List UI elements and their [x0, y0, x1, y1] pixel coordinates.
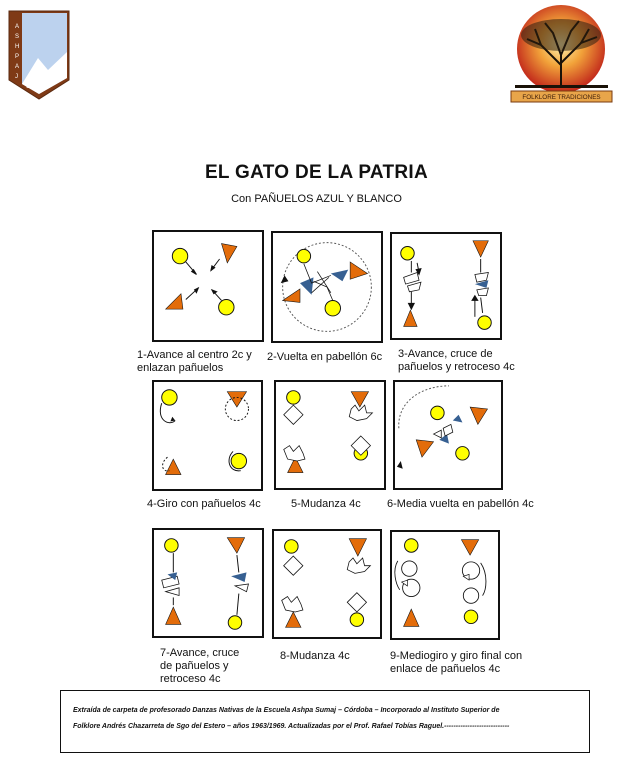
source-footer: [60, 690, 590, 753]
figure-7-caption: [160, 647, 270, 686]
woman-circle: [285, 540, 298, 553]
figure-1-caption: [137, 349, 267, 375]
svg-text:SUMAJ: SUMAJ: [26, 83, 50, 90]
woman-circle: [172, 248, 187, 263]
woman-circle: [325, 301, 340, 316]
woman-circle: [162, 390, 177, 405]
woman-circle: [431, 406, 444, 419]
man-triangle: [166, 607, 181, 624]
caption-line: 5-Mudanza 4c: [291, 498, 361, 510]
woman-circle: [231, 453, 246, 468]
page-subtitle: Con PAÑUELOS AZUL Y BLANCO: [231, 193, 402, 205]
caption-line: retroceso 4c: [160, 673, 221, 685]
figure-3-diagram: [390, 232, 502, 340]
figure-3-caption: [398, 348, 538, 374]
caption-line: de pañuelos y: [160, 660, 229, 672]
woman-circle: [219, 300, 234, 315]
caption-line: enlace de pañuelos 4c: [390, 663, 501, 675]
woman-circle: [405, 539, 418, 552]
woman-circle: [401, 247, 414, 260]
figure-5-caption: [291, 498, 391, 511]
figure-5-diagram: [274, 380, 386, 490]
right-logo-label: FOLKLORE TRADICIONES: [522, 94, 601, 101]
svg-text:A: A: [15, 24, 20, 30]
footer-line-1: Extraída de carpeta de profesorado Danzas Nativas de la Escuela Ashpa Sumaj – Córdoba – Incorporado al Instituto Superior de: [73, 707, 500, 714]
caption-line: enlazan pañuelos: [137, 362, 224, 374]
man-triangle: [473, 241, 488, 257]
page-title: EL GATO DE LA PATRIA: [204, 162, 429, 183]
blue-handkerchief: [453, 415, 463, 423]
blue-handkerchief: [231, 572, 246, 582]
blue-handkerchief: [331, 270, 348, 282]
svg-text:S: S: [15, 34, 20, 40]
man-triangle: [350, 262, 367, 279]
caption-line: 1-Avance al centro 2c y: [137, 349, 252, 361]
woman-circle: [456, 447, 469, 460]
figure-8-diagram: [272, 529, 382, 639]
figure-6-diagram: [393, 380, 503, 490]
woman-circle: [287, 391, 300, 404]
footer-line-2: Folklore Andrés Chazarreta de Sgo del Estero – años 1963/1969. Actualizadas por el Prof. Rafael Tobías Raguel.----------------------------: [73, 723, 510, 730]
figure-9-diagram: [390, 530, 500, 640]
woman-circle: [464, 610, 477, 623]
figure-6-caption: [387, 498, 537, 511]
man-triangle: [166, 294, 183, 309]
man-triangle: [227, 538, 244, 553]
man-triangle: [286, 612, 301, 627]
figure-2-diagram: [271, 231, 383, 343]
man-triangle: [166, 459, 181, 474]
svg-text:J: J: [15, 74, 18, 80]
figure-4-caption: [147, 498, 287, 511]
woman-circle: [297, 249, 311, 263]
woman-circle: [228, 616, 241, 629]
figure-2-caption: [267, 351, 397, 364]
figure-7-diagram: [152, 528, 264, 638]
man-triangle: [349, 539, 366, 556]
figure-1-diagram: [152, 230, 264, 342]
man-triangle: [416, 440, 433, 457]
man-triangle: [404, 310, 417, 326]
caption-line: 6-Media vuelta en pabellón 4c: [387, 498, 534, 510]
man-triangle: [222, 244, 237, 263]
svg-text:P: P: [15, 54, 20, 60]
man-triangle: [351, 392, 368, 407]
man-triangle: [470, 407, 487, 424]
caption-line: pañuelos y retroceso 4c: [398, 361, 515, 373]
figure-8-caption: [280, 650, 380, 663]
folklore-tradiciones-logo: [505, 5, 618, 105]
caption-line: 9-Mediogiro y giro final con: [390, 650, 523, 662]
woman-circle: [165, 539, 178, 552]
woman-circle: [350, 613, 363, 626]
caption-line: 8-Mudanza 4c: [280, 650, 350, 662]
woman-circle: [478, 316, 491, 329]
figure-4-diagram: [152, 380, 263, 491]
blue-handkerchief: [300, 277, 314, 294]
caption-line: 2-Vuelta en pabellón 6c: [267, 351, 383, 363]
ashpaj-sumaj-logo: [8, 10, 70, 100]
figure-9-caption: [390, 650, 540, 676]
svg-text:A: A: [15, 64, 20, 70]
man-triangle: [404, 609, 419, 626]
svg-text:H: H: [15, 44, 20, 50]
man-triangle: [461, 540, 478, 555]
caption-line: 4-Giro con pañuelos 4c: [147, 498, 261, 510]
man-triangle: [283, 289, 300, 303]
caption-line: 7-Avance, cruce: [160, 647, 240, 659]
caption-line: 3-Avance, cruce de: [398, 348, 493, 360]
